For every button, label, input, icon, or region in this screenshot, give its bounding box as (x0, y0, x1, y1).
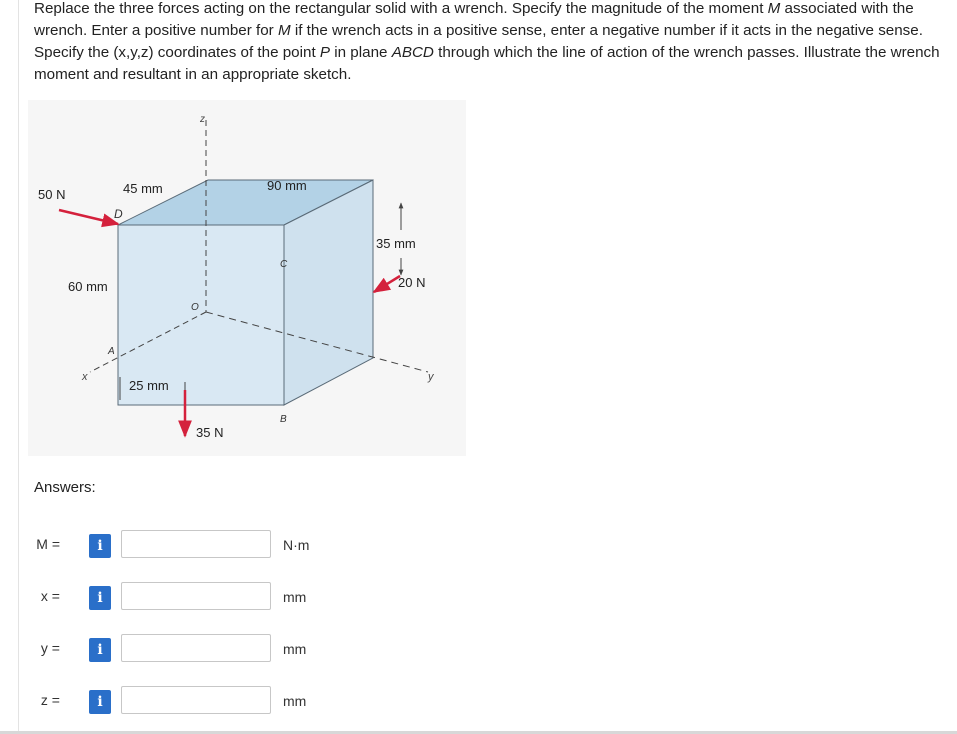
problem-figure (28, 100, 466, 456)
answer-label-y: y = (40, 640, 60, 656)
answer-row-y (0, 632, 400, 672)
dim-90mm: 90 mm (267, 178, 307, 193)
info-icon[interactable]: i (89, 638, 111, 662)
answer-unit-x: mm (283, 589, 307, 605)
point-B: B (280, 414, 287, 425)
answer-input-M[interactable] (121, 530, 271, 558)
info-icon[interactable]: i (89, 534, 111, 558)
answer-row-z (0, 684, 400, 724)
answer-label-z: z = (40, 692, 60, 708)
answer-input-z[interactable] (121, 686, 271, 714)
left-border (18, 0, 19, 734)
answer-row-M (0, 528, 400, 568)
question-text: Replace the three forces acting on the rectangular solid with a wrench. Specify the magnitude of the moment M associated with the wrench. Enter a positive number for M if the wrench acts in a positive sense, enter a negative number if it acts in the negative sense. Specify the (x,y,z) coordinates of the point P in plane ABCD through which the line of action of the wrench passes. Illustrate the wrench moment and resultant in an appropriate sketch. (34, 0, 940, 83)
dim-60mm: 60 mm (68, 279, 108, 294)
point-O: O (191, 302, 199, 313)
point-C: C (280, 259, 288, 270)
force-20N-label: 20 N (398, 275, 426, 290)
answer-input-y[interactable] (121, 634, 271, 662)
point-D: D (114, 207, 123, 221)
point-A: A (108, 346, 115, 357)
axis-x-label: x (82, 371, 88, 383)
answer-unit-z: mm (283, 693, 307, 709)
answer-label-M: M = (36, 536, 60, 552)
answer-label-x: x = (40, 588, 60, 604)
answers-heading: Answers: (34, 479, 96, 496)
axis-y-label: y (428, 371, 434, 383)
force-50N-label: 50 N (38, 187, 66, 202)
info-icon[interactable]: i (89, 586, 111, 610)
info-icon[interactable]: i (89, 690, 111, 714)
answer-unit-M: N·m (283, 537, 310, 553)
answer-input-x[interactable] (121, 582, 271, 610)
axis-z-label: z (200, 114, 205, 125)
force-35N-label: 35 N (196, 425, 224, 440)
dim-45mm: 45 mm (123, 181, 163, 196)
answer-unit-y: mm (283, 641, 307, 657)
dim-25mm: 25 mm (129, 378, 169, 393)
dim-35mm: 35 mm (376, 236, 416, 251)
answer-row-x (0, 580, 400, 620)
